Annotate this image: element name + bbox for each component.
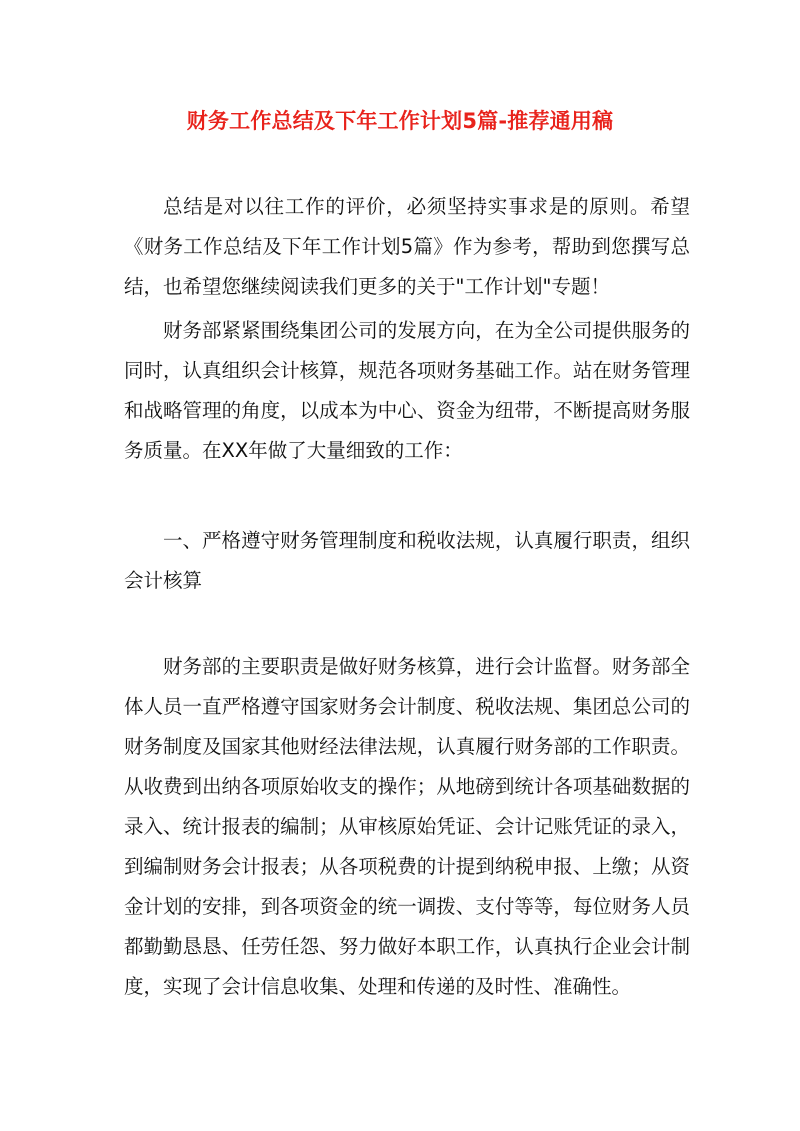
overview-paragraph: 财务部紧紧围绕集团公司的发展方向，在为全公司提供服务的同时，认真组织会计核算，规范各项财务基础工作。站在财务管理和战略管理的角度，以成本为中心、资金为纽带，不断提高财务服务质量。在XX年做了大量细致的工作： bbox=[124, 319, 690, 462]
intro-paragraph: 总结是对以往工作的评价，必须坚持实事求是的原则。希望《财务工作总结及下年工作计划5篇》作为参考，帮助到您撰写总结，也希望您继续阅读我们更多的关于"工作计划"专题！ bbox=[124, 195, 690, 298]
section-heading: 一、严格遵守财务管理制度和税收法规，认真履行职责，组织会计核算 bbox=[124, 529, 690, 592]
section-body-paragraph: 财务部的主要职责是做好财务核算，进行会计监督。财务部全体人员一直严格遵守国家财务会计制度、税收法规、集团总公司的财务制度及国家其他财经法律法规，认真履行财务部的工作职责。从收费到出纳各项原始收支的操作；从地磅到统计各项基础数据的录入、统计报表的编制；从审核原始凭证、会计记账凭证的录入，到编制财务会计报表；从各项税费的计提到纳税申报、上缴；从资金计划的安排，到各项资金的统一调拨、支付等等，每位财务人员都勤勤恳恳、任劳任怨、努力做好本职工作，认真执行企业会计制度，实现了会计信息收集、处理和传递的及时性、准确性。 bbox=[124, 655, 690, 998]
document-title: 财务工作总结及下年工作计划5篇-推荐通用稿 bbox=[186, 109, 614, 133]
